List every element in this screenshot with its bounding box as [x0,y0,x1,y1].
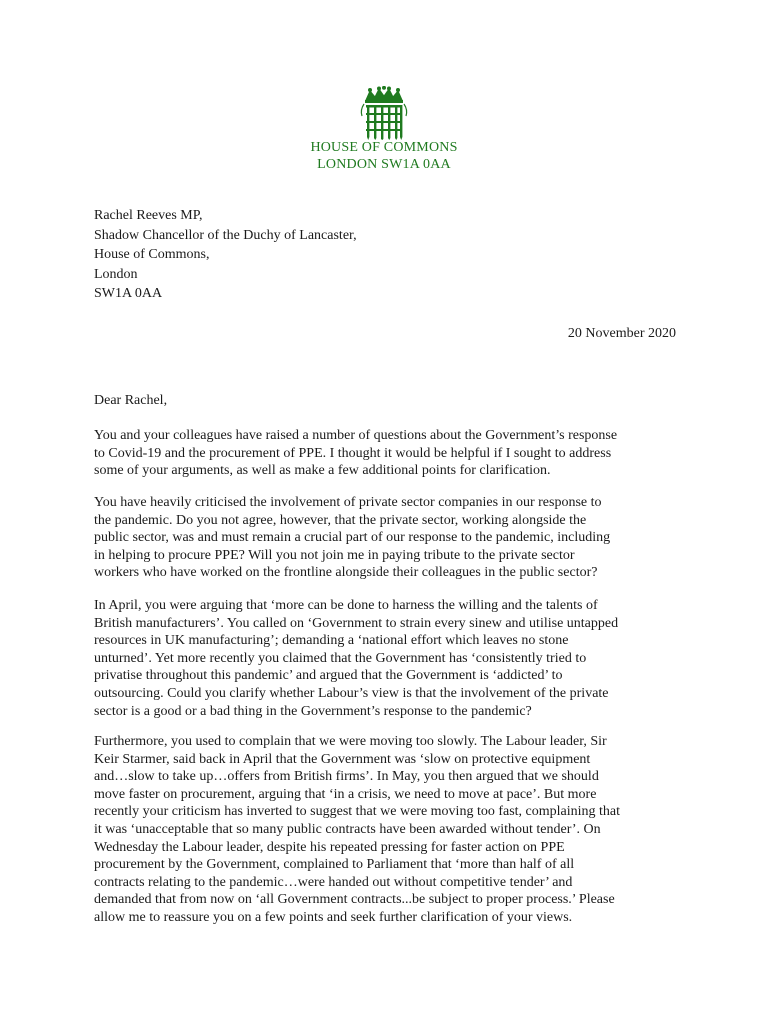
text-line: procurement by the Government, complained to Parliament that ‘more than half of all [94,857,575,873]
recipient-address [94,206,357,304]
text-line: You and your colleagues have raised a number of questions about the Government’s response [94,428,618,443]
text-line: allow me to reassure you on a few points and seek further clarification of your views. [94,909,573,925]
text-line: sector is a good or a bad thing in the Government’s response to the pandemic? [94,703,532,719]
text-line: demanded that from now on ‘all Government contracts...be subject to proper process.’ Please [94,892,615,908]
text-line: the pandemic. Do you not agree, however, that the private sector, working alongside the [94,512,587,528]
text-line: Furthermore, you used to complain that we were moving too slowly. The Labour leader, Sir [94,734,607,749]
recipient-line: House of Commons, [94,247,210,262]
body-paragraph-1 [94,427,694,480]
recipient-line: Rachel Reeves MP, [94,208,203,223]
recipient-line: London [94,266,138,282]
text-line: In April, you were arguing that ‘more can be done to harness the willing and the talents of [94,598,598,613]
text-line: unturned’. Yet more recently you claimed that the Government has ‘consistently tried to [94,650,587,666]
text-line: some of your arguments, as well as make a few additional points for clarification. [94,463,551,479]
text-line: public sector, was and must remain a crucial part of our response to the pandemic, including [94,530,611,546]
text-line: Keir Starmer, said back in April that the Government was ‘slow on protective equipment [94,751,591,767]
recipient-line: SW1A 0AA [94,286,163,301]
text-line: to Covid-19 and the procurement of PPE. I thought it would be helpful if I sought to address [94,445,612,461]
text-line: and…slow to take up…offers from British firms’. In May, you then argued that we should [94,769,599,785]
text-line: Wednesday the Labour leader, despite his repeated pressing for faster action on PPE [94,839,565,855]
text-line: outsourcing. Could you clarify whether Labour’s view is that the involvement of the private [94,685,609,701]
body-paragraph-2 [94,494,694,582]
body-paragraph-4 [94,733,694,927]
text-line: it was ‘unacceptable that so many public contracts have been awarded without tender’. On [94,821,601,837]
text-line: move faster on procurement, arguing that ‘in a crisis, we need to move at pace’. But more [94,786,597,802]
letterhead-line-1: HOUSE OF COMMONS [310,140,458,155]
letterhead-line-2: LONDON SW1A 0AA [317,157,451,172]
text-line: resources in UK manufacturing’; demanding a ‘national effort which leaves no stone [94,633,569,649]
text-line: You have heavily criticised the involvement of private sector companies in our response to [94,495,602,510]
text-line: privatise throughout this pandemic’ and argued that the Government is ‘addicted’ to [94,668,563,684]
text-line: workers who have worked on the frontline alongside their colleagues in the public sector? [94,565,598,581]
text-line: recently your criticism has inverted to suggest that we were moving too fast, complaining that [94,804,621,820]
text-line: contracts relating to the pandemic…were handed out without competitive tender’ and [94,874,573,890]
recipient-line: Shadow Chancellor of the Duchy of Lancaster, [94,227,357,243]
text-line: in helping to procure PPE? Will you not join me in paying tribute to the private sector [94,547,575,563]
letter-date: 20 November 2020 [567,326,676,341]
text-line: British manufacturers’. You called on ‘Government to strain every sinew and utilise untapped [94,615,619,631]
salutation: Dear Rachel, [94,393,168,408]
body-paragraph-3 [94,597,694,720]
portcullis-crest-icon [358,86,410,140]
